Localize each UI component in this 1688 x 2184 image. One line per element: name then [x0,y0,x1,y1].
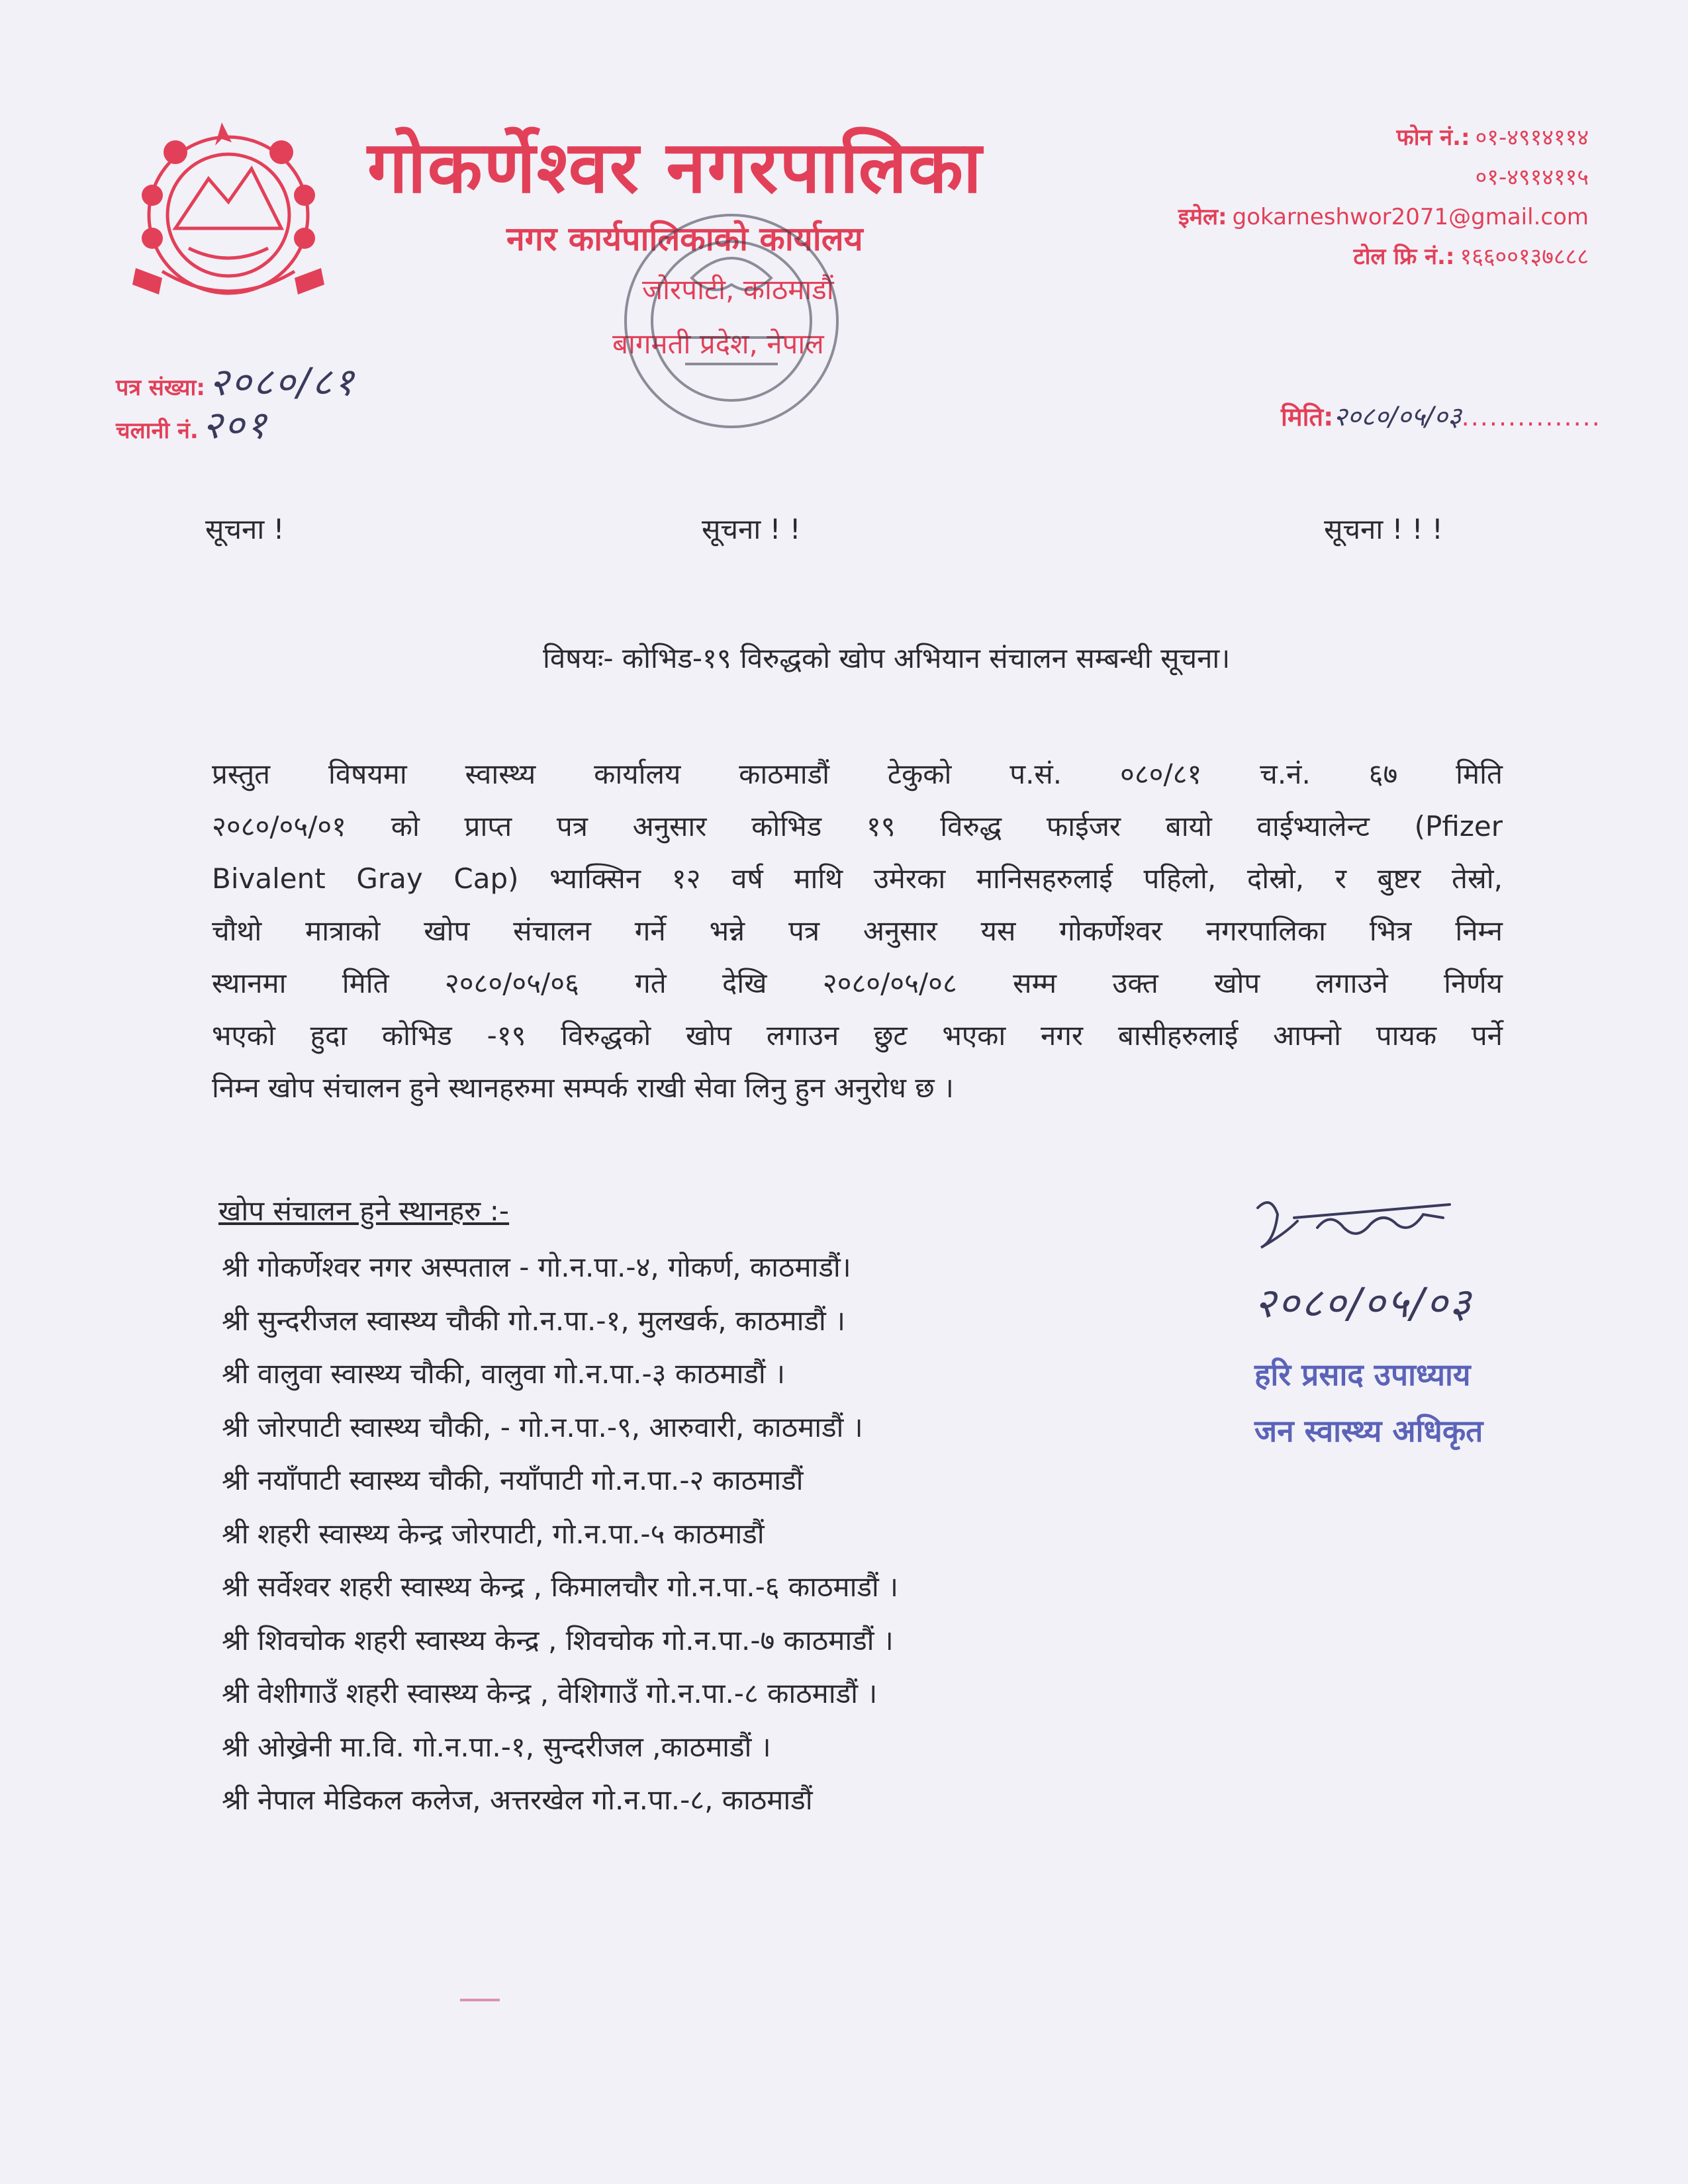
signature-date: २०८०/०५/०३ [1254,1279,1473,1327]
dispatch-number-value: २०१ [202,402,269,447]
body-paragraph [212,748,1503,1114]
list-item: श्री शहरी स्वास्थ्य केन्द्र जोरपाटी, गो.न.पा.-५ काठमाडौं [222,1517,765,1550]
notice-heading-1: सूचना ! [205,513,285,545]
date-dots: ............... [1461,402,1601,432]
letter-number-label: पत्र संख्या: [116,375,205,401]
official-name: हरि प्रसाद उपाध्याय [1254,1357,1471,1392]
tollfree-number: १६६००१३७८८८ [1460,244,1589,270]
body-line: निम्न खोप संचालन हुने स्थानहरुमा सम्पर्क राखी सेवा लिनु हुन अनुरोध छ । [212,1071,954,1104]
phone-1: ०१-४९१४११४ [1475,124,1589,151]
list-item: श्री वालुवा स्वास्थ्य चौकी, वालुवा गो.न.पा.-३ काठमाडौं । [222,1357,786,1390]
contact-block [1178,118,1589,277]
municipality-title: गोकर्णेश्वर नगरपालिका [367,126,983,209]
nepal-emblem-icon [122,116,334,314]
signature-scribble-icon [1244,1188,1463,1261]
notice-heading-2: सूचना ! ! [702,513,801,545]
phone-label: फोन नं.: [1396,124,1470,151]
date-value: २०८०/०५/०३ [1333,402,1462,432]
address-line-2: बागमती प्रदेश, नेपाल [612,328,824,360]
body-line: २०८०/०५/०१ को प्राप्त पत्र अनुसार कोभिड १९ विरुद्ध फाईजर बायो वाईभ्यालेन्ट (Pfizer [212,810,1503,842]
locations-heading: खोप संचालन हुने स्थानहरु :- [218,1195,510,1227]
subject-line: विषयः- कोभिड-१९ विरुद्धको खोप अभियान संचालन सम्बन्धी सूचना। [543,642,1231,674]
list-item: श्री सर्वेश्वर शहरी स्वास्थ्य केन्द्र , किमालचौर गो.न.पा.-६ काठमाडौं । [222,1570,899,1603]
list-item: श्री वेशीगाउँ शहरी स्वास्थ्य केन्द्र , वेशिगाउँ गो.न.पा.-८ काठमाडौं । [222,1677,878,1709]
date-row [1281,397,1601,433]
official-title: जन स्वास्थ्य अधिकृत [1254,1413,1483,1449]
body-line: प्रस्तुत विषयमा स्वास्थ्य कार्यालय काठमाडौं टेकुको प.सं. ०८०/८१ च.नं. ६७ मिति [212,758,1503,790]
office-subtitle: नगर कार्यपालिकाको कार्यालय [506,220,863,258]
body-line: Bivalent Gray Cap) भ्याक्सिन १२ वर्ष माथि उमेरका मानिसहरुलाई पहिलो, दोस्रो, र बुष्टर तेस्रो, [212,862,1503,895]
list-item: श्री नेपाल मेडिकल कलेज, अत्तरखेल गो.न.पा.-८, काठमाडौं [222,1784,813,1816]
list-item: श्री जोरपाटी स्वास्थ्य चौकी, - गो.न.पा.-९, आरुवारी, काठमाडौं । [222,1410,863,1443]
address-line-1: जोरपाटी, काठमाडौं [642,273,834,306]
letter-number-value: २०८०/८१ [209,359,356,404]
date-label: मिति: [1281,402,1334,432]
notice-heading-3: सूचना ! ! ! [1324,513,1443,545]
pen-mark [460,1999,500,2001]
email-label: इमेल: [1178,204,1227,230]
tollfree-label: टोल फ्रि नं.: [1353,244,1455,270]
list-item: श्री ओख्रेनी मा.वि. गो.न.पा.-१, सुन्दरीजल ,काठमाडौं । [222,1730,771,1763]
dispatch-number-row [116,397,268,449]
list-item: श्री गोकर्णेश्वर नगर अस्पताल - गो.न.पा.-४, गोकर्ण, काठमाडौं। [222,1251,851,1283]
locations-list [222,1241,898,1827]
body-line: स्थानमा मिति २०८०/०५/०६ गते देखि २०८०/०५/०८ सम्म उक्त खोप लगाउने निर्णय [212,967,1503,999]
body-line: चौथो मात्राको खोप संचालन गर्ने भन्ने पत्र अनुसार यस गोकर्णेश्वर नगरपालिका भित्र निम्न [212,915,1503,947]
phone-2: ०१-४९१४११५ [1475,164,1589,191]
list-item: श्री सुन्दरीजल स्वास्थ्य चौकी गो.न.पा.-१, मुलखर्क, काठमाडौं । [222,1304,846,1337]
body-line: भएको हुदा कोभिड -१९ विरुद्धको खोप लगाउन छुट भएका नगर बासीहरुलाई आफ्नो पायक पर्ने [212,1019,1503,1052]
office-stamp-icon [619,199,844,443]
dispatch-number-label: चलानी नं. [116,418,199,444]
email-address: gokarneshwor2071@gmail.com [1232,204,1589,230]
list-item: श्री नयाँपाटी स्वास्थ्य चौकी, नयाँपाटी गो.न.पा.-२ काठमाडौं [222,1464,804,1496]
list-item: श्री शिवचोक शहरी स्वास्थ्य केन्द्र , शिवचोक गो.न.पा.-७ काठमाडौं । [222,1623,894,1657]
